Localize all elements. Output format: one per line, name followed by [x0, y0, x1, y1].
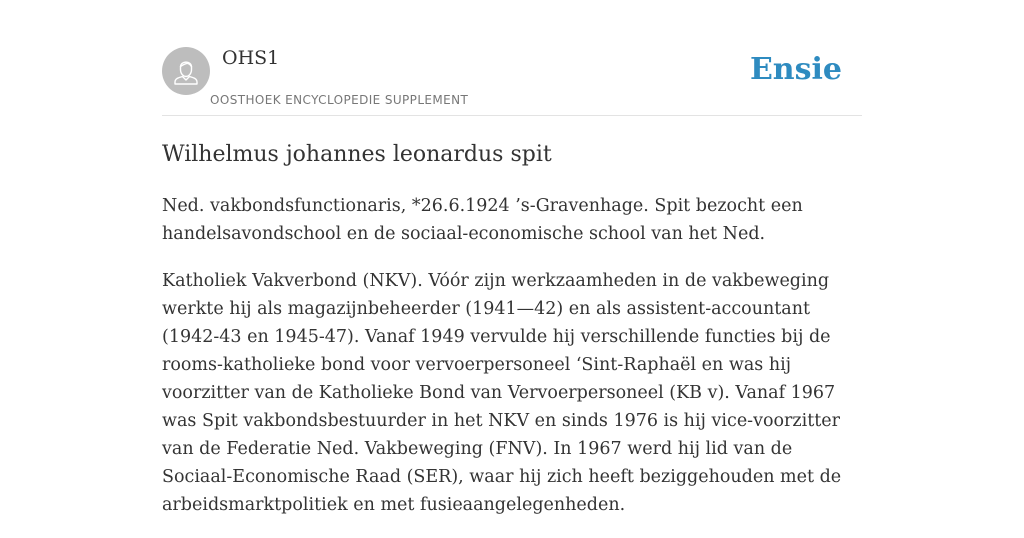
- article-paragraph: Katholiek Vakverbond (NKV). Vóór zijn werkzaamheden in de vakbeweging werkte hij als magazijnbeheerder (1941—42) en als assistent-accountant (1942-43 en 1945-47). Vanaf 1949 vervulde hij verschillende functies bij de rooms-katholieke bond voor vervoerpersoneel ‘Sint-Raphaël en was hij voorzitter van de Katholieke Bond van Vervoerpersoneel (KB v). Vanaf 1967 was Spit vakbondsbestuurder in het NKV en sinds 1976 is hij vice-voorzitter van de Federatie Ned. Vakbeweging (FNV). In 1967 werd hij lid van de Sociaal-Economische Raad (SER), waar hij zich heeft beziggehouden met de arbeidsmarktpolitiek en met fusieaangelegenheden.: [162, 271, 842, 515]
- article-paragraph: Ned. vakbondsfunctionaris, *26.6.1924 ’s-Gravenhage. Spit bezocht een handelsavondschool en de sociaal-economische school van het Ned.: [162, 196, 803, 244]
- user-icon: [162, 47, 210, 95]
- ensie-logo[interactable]: Ensie: [749, 52, 842, 87]
- article-body: [162, 192, 862, 538]
- avatar[interactable]: [162, 47, 210, 95]
- page-title: Wilhelmus johannes leonardus spit: [162, 142, 552, 167]
- username[interactable]: OHS1: [222, 47, 280, 69]
- page: [162, 0, 862, 515]
- header: [162, 46, 862, 116]
- source-subtitle[interactable]: OOSTHOEK ENCYCLOPEDIE SUPPLEMENT: [210, 93, 469, 107]
